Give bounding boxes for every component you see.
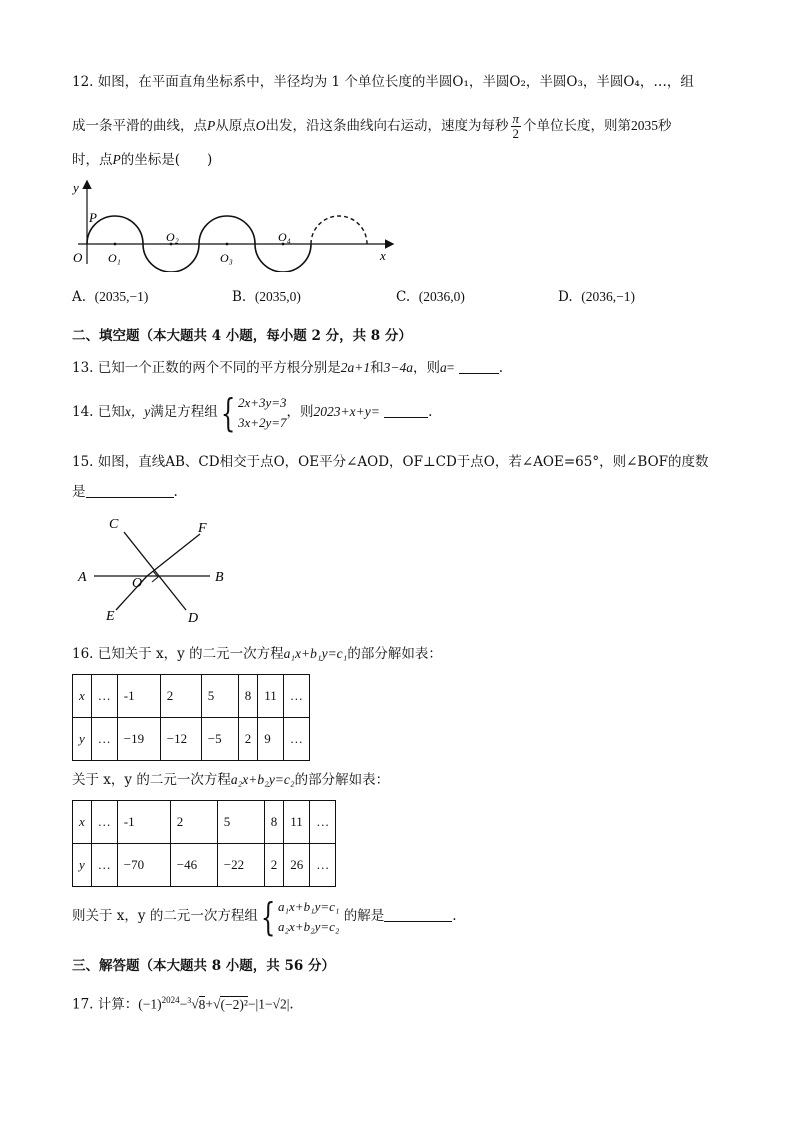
q12-text-line1: 12. 如图，在平面直角坐标系中，半径均为 1 个单位长度的半圆O₁，半圆O₂，半圆O₃，半圆O₄，…，组 — [72, 74, 694, 90]
table-cell: … — [283, 718, 309, 761]
table-cell: 11 — [258, 675, 284, 718]
table-cell: 5 — [201, 675, 238, 718]
table-cell: y — [73, 718, 92, 761]
point-o: O — [255, 118, 266, 133]
q16-intro-b: 的部分解如表： — [347, 646, 442, 662]
q16-sys2: a₂x+b₂y=c₂ — [278, 918, 340, 934]
table-cell: −19 — [117, 718, 160, 761]
q17-sqrt-arg: (−2)² — [220, 996, 248, 1012]
o2-label: O₂ — [166, 230, 179, 244]
q14-expr: 2023+x+y= — [313, 404, 380, 419]
center-o1-dot — [114, 243, 117, 246]
q14-answer-blank[interactable] — [384, 403, 428, 418]
q14-eq2: 3x+2y=7 — [237, 414, 287, 430]
table-cell: −5 — [201, 718, 238, 761]
origin-label: O — [73, 250, 83, 265]
q12-text-b: 从原点 — [215, 118, 256, 134]
table1-row-x — [73, 675, 310, 718]
table-cell: 2 — [264, 844, 284, 887]
x-axis-label: x — [380, 248, 386, 263]
q16-sys1: a₁x+b₁y=c₁ — [278, 898, 340, 914]
table-cell: 8 — [264, 801, 284, 844]
q12-text-e: 秒 — [658, 118, 672, 134]
o3-label: O₃ — [220, 251, 233, 265]
label-o: O — [132, 576, 143, 591]
table-cell: -1 — [117, 675, 160, 718]
table2-row-x — [73, 801, 336, 844]
table-cell: … — [310, 844, 336, 887]
option-d-letter: D. — [558, 289, 573, 305]
table-cell: −70 — [117, 844, 170, 887]
q13-text-c: ，则 — [413, 360, 441, 376]
q12-text-line3: 时，点 — [72, 152, 113, 168]
q17-rest: −|1−√2| — [247, 996, 290, 1012]
table-cell: −46 — [170, 844, 217, 887]
q13 — [72, 358, 503, 378]
section-2-heading: 二、填空题（本大题共 4 小题，每小题 2 分，共 8 分） — [72, 328, 412, 344]
table-cell: -1 — [117, 801, 170, 844]
q13-eq: = — [446, 360, 455, 375]
solution-table-1 — [72, 674, 310, 761]
label-c: C — [109, 517, 119, 532]
option-c-value: (2036,0) — [418, 289, 465, 304]
point-p-2: P — [112, 152, 121, 167]
left-brace-2: { — [260, 894, 276, 939]
q17-text-a: 17. 计算： — [72, 996, 139, 1013]
q16-intro — [72, 644, 442, 664]
table2-row-y — [73, 844, 336, 887]
q13-text-a: 13. 已知一个正数的两个不同的平方根分别是 — [72, 360, 341, 376]
q13-var: a — [440, 360, 447, 375]
q13-expr2: 3−4a — [383, 360, 414, 375]
label-a: A — [78, 570, 87, 585]
label-e: E — [106, 609, 115, 624]
solution-table-2 — [72, 800, 336, 887]
label-d: D — [188, 611, 199, 626]
table-cell: 5 — [217, 801, 264, 844]
table1-row-y — [73, 718, 310, 761]
table-cell: … — [91, 675, 117, 718]
option-d[interactable] — [558, 289, 635, 305]
y-axis-label: y — [73, 180, 79, 195]
q16-mid-a: 关于 x，y 的二元一次方程 — [72, 772, 231, 788]
q16-end: . — [452, 908, 457, 924]
table-cell: −22 — [217, 844, 264, 887]
line-cd — [124, 532, 186, 610]
q12-line2 — [72, 112, 672, 141]
option-c-letter: C. — [396, 289, 411, 305]
q12-text-line3b: 的坐标是( ) — [120, 152, 213, 168]
table-cell: 26 — [284, 844, 310, 887]
q15-line2 — [72, 482, 178, 502]
sqrt-sign: √ — [213, 996, 221, 1012]
table-cell: … — [91, 844, 117, 887]
option-a-letter: A. — [72, 289, 87, 305]
point-p-label: P — [89, 210, 97, 225]
intersecting-lines-figure — [72, 512, 242, 626]
left-brace: { — [220, 390, 236, 435]
q17 — [72, 990, 294, 1015]
q17-root3-arg: 8 — [198, 996, 206, 1012]
semicircle-curve-figure — [68, 176, 408, 272]
q14-eq1: 2x+3y=3 — [237, 394, 287, 410]
q16-mid — [72, 770, 389, 790]
ray-of — [147, 534, 200, 576]
table-cell: … — [283, 675, 309, 718]
q12-text-d: 个单位长度，则第 — [523, 118, 632, 134]
option-b-letter: B. — [232, 289, 247, 305]
table-cell: 2 — [238, 718, 258, 761]
q17-end: . — [289, 996, 294, 1013]
q16-eq2: a₂x+b₂y=c₂ — [230, 772, 295, 787]
q14-text-b: 满足方程组 — [150, 404, 218, 420]
year-2035: 2035 — [631, 118, 659, 133]
option-c[interactable] — [396, 289, 465, 305]
option-b[interactable] — [232, 289, 301, 305]
label-f: F — [198, 521, 207, 536]
option-a-value: (2035,−1) — [94, 289, 149, 304]
q17-root-index: 3 — [187, 996, 192, 1005]
q13-expr1: 2a+1 — [340, 360, 371, 375]
q12-line1 — [72, 72, 694, 92]
table-cell: x — [73, 801, 92, 844]
q12-text-a: 成一条平滑的曲线，点 — [72, 118, 207, 134]
frac-denominator: 2 — [512, 126, 519, 141]
q12-line3 — [72, 150, 212, 170]
dashed-semicircle — [311, 216, 367, 244]
table-cell: … — [310, 801, 336, 844]
q14-text-a: 14. 已知 — [72, 404, 125, 420]
table-cell: 9 — [258, 718, 284, 761]
option-d-value: (2036,−1) — [581, 289, 635, 304]
table-cell: 11 — [284, 801, 310, 844]
q15-answer-blank[interactable] — [86, 483, 174, 498]
q13-end: . — [498, 360, 503, 376]
section-3-heading: 三、解答题（本大题共 8 小题，共 56 分） — [72, 958, 335, 974]
q16-final — [72, 896, 457, 937]
q17-base: (−1) — [138, 996, 162, 1012]
q12-text-c: 出发，沿这条曲线向右运动，速度为每秒 — [265, 118, 509, 134]
q16-mid-b: 的部分解如表： — [294, 772, 390, 788]
table-cell: 8 — [238, 675, 258, 718]
label-b: B — [215, 570, 224, 585]
q16-system — [278, 897, 339, 937]
q13-text-b: 和 — [370, 360, 384, 376]
cube-root-sign: √ — [191, 996, 199, 1012]
table-cell: −12 — [160, 718, 201, 761]
q16-answer-blank[interactable] — [384, 907, 452, 922]
table-cell: x — [73, 675, 92, 718]
q13-answer-blank[interactable] — [459, 359, 499, 374]
q17-exponent: 2024 — [161, 995, 180, 1005]
q17-minus: − — [179, 996, 188, 1012]
table-cell: y — [73, 844, 92, 887]
q14-system — [238, 393, 287, 433]
option-a[interactable] — [72, 289, 148, 305]
o4-label: O₄ — [278, 230, 291, 244]
frac-numerator: π — [512, 111, 520, 126]
point-p: P — [207, 118, 216, 133]
o1-label: O₁ — [108, 251, 121, 265]
q14-text-c: ，则 — [286, 404, 314, 420]
table-cell: … — [91, 801, 117, 844]
q17-plus: + — [205, 996, 214, 1012]
option-b-value: (2035,0) — [254, 289, 301, 304]
pi-over-2-fraction — [511, 112, 522, 141]
q15-end: . — [173, 484, 178, 500]
table-cell: … — [91, 718, 117, 761]
q14-vars: x，y — [124, 404, 151, 419]
q16-final-b: 的解是 — [343, 908, 385, 924]
q15-line1: 15. 如图，直线AB、CD相交于点O，OE平分∠AOD，OF⊥CD于点O，若∠AOE=65°，则∠BOF的度数 — [72, 454, 709, 470]
table-cell: 2 — [170, 801, 217, 844]
table-cell: 2 — [160, 675, 201, 718]
q16-intro-a: 16. 已知关于 x，y 的二元一次方程 — [72, 646, 284, 662]
q15-text-line2: 是 — [72, 484, 86, 500]
q14-end: . — [428, 404, 433, 420]
q16-final-a: 则关于 x，y 的二元一次方程组 — [72, 908, 258, 924]
q14 — [72, 392, 432, 433]
center-o3-dot — [226, 243, 229, 246]
q16-eq1: a₁x+b₁y=c₁ — [283, 646, 348, 661]
